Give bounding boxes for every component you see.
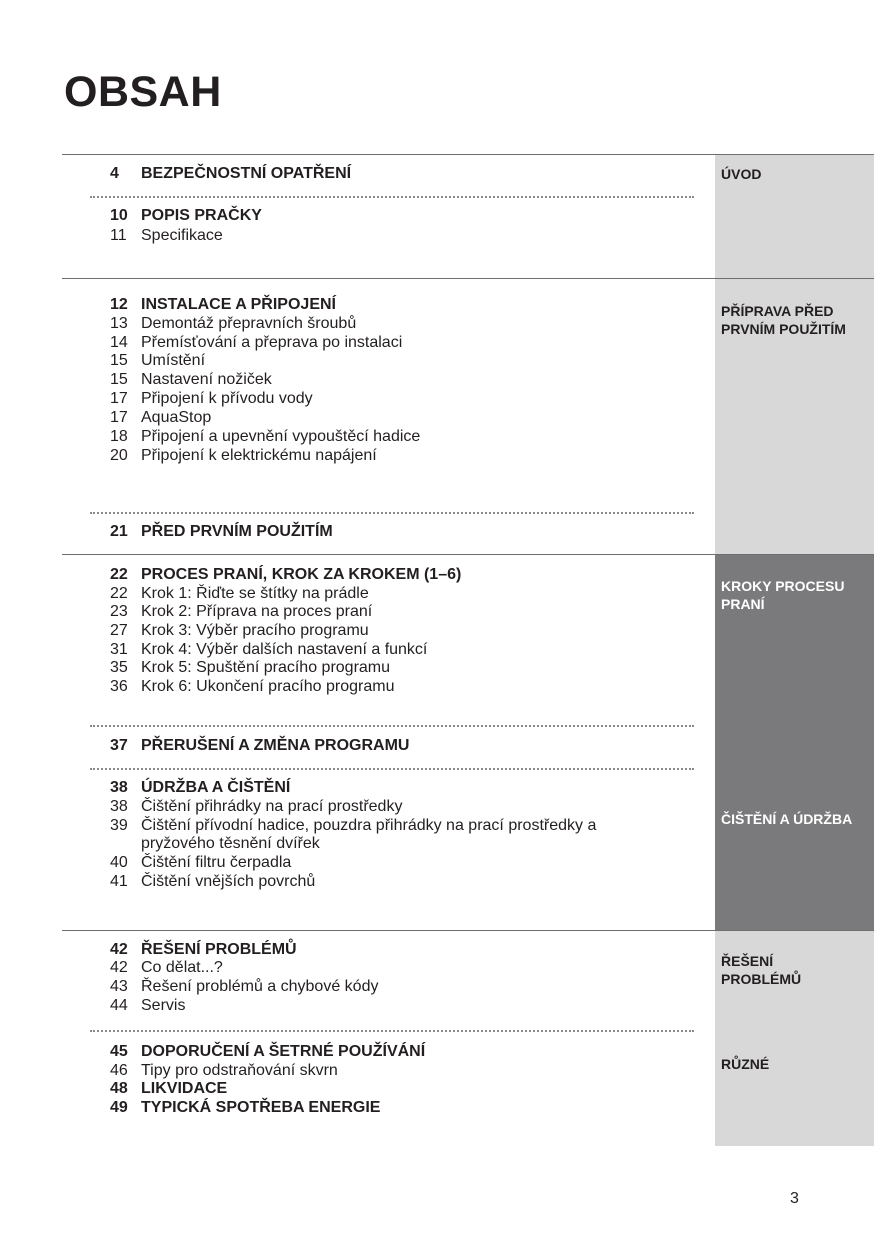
toc-entry-text: TYPICKÁ SPOTŘEBA ENERGIE (141, 1099, 381, 1116)
toc-entry-heading (110, 296, 336, 315)
toc-page-number: 23 (110, 603, 128, 620)
toc-page-number: 17 (110, 390, 128, 407)
toc-entry-text: Krok 4: Výběr dalších nastavení a funkcí (141, 641, 428, 658)
toc-page-number: 17 (110, 409, 128, 426)
toc-entry (110, 371, 272, 390)
section-divider (62, 554, 874, 555)
toc-entry (110, 315, 356, 334)
toc-entry-text: Krok 2: Příprava na proces praní (141, 603, 373, 620)
toc-entry-heading (110, 165, 351, 184)
page-number: 3 (790, 1190, 799, 1207)
page-title: OBSAH (64, 68, 222, 116)
toc-entry-text: INSTALACE A PŘIPOJENÍ (141, 296, 336, 313)
category-label: ČIŠTĚNÍ A ÚDRŽBA (721, 811, 853, 827)
toc-page-number: 13 (110, 315, 128, 332)
toc-entry (110, 659, 390, 678)
toc-entry (110, 603, 372, 622)
toc-entry-heading (110, 1043, 425, 1062)
toc-page-number: 38 (110, 779, 128, 796)
toc-entry-continuation: pryžového těsnění dvířek (141, 835, 320, 852)
toc-page-number: 10 (110, 207, 128, 224)
toc-entry-text: Co dělat...? (141, 959, 223, 976)
toc-page-number: 12 (110, 296, 128, 313)
toc-page-number: 46 (110, 1062, 128, 1079)
toc-page-number: 38 (110, 798, 128, 815)
toc-page-number: 37 (110, 737, 128, 754)
toc-entry-text: Řešení problémů a chybové kódy (141, 978, 379, 995)
category-label: PROBLÉMŮ (721, 971, 802, 987)
toc-entry-heading (110, 207, 262, 226)
toc-page-number: 22 (110, 566, 128, 583)
section-divider (62, 154, 874, 155)
toc-page-number: 15 (110, 371, 128, 388)
toc-entry (110, 641, 427, 660)
toc-entry (110, 585, 369, 604)
toc-entry (110, 959, 223, 978)
toc-entry-heading (110, 779, 290, 798)
toc-entry (110, 798, 402, 817)
section-divider (62, 930, 874, 931)
toc-page-number: 49 (110, 1099, 128, 1116)
toc-entry-heading (110, 1099, 380, 1118)
dotted-divider (90, 1030, 694, 1032)
toc-entry-text: Tipy pro odstraňování skvrn (141, 1062, 338, 1079)
toc-entry-text: ÚDRŽBA A ČIŠTĚNÍ (141, 779, 291, 796)
toc-entry-text: PŘED PRVNÍM POUŽITÍM (141, 523, 333, 540)
toc-entry (110, 447, 377, 466)
category-label: KROKY PROCESU (721, 578, 845, 594)
toc-page-number: 41 (110, 873, 128, 890)
toc-entry-text: BEZPEČNOSTNÍ OPATŘENÍ (141, 165, 352, 182)
toc-page-number: 20 (110, 447, 128, 464)
toc-entry-text: Čištění přihrádky na prací prostředky (141, 798, 403, 815)
toc-page-number: 42 (110, 959, 128, 976)
toc-entry (110, 817, 596, 836)
toc-page-number: 44 (110, 997, 128, 1014)
dotted-divider (90, 768, 694, 770)
toc-entry (110, 428, 420, 447)
toc-entry (110, 854, 291, 873)
category-label: ÚVOD (721, 166, 762, 182)
toc-page-number: 11 (110, 227, 127, 244)
toc-entry-text: POPIS PRAČKY (141, 207, 262, 224)
toc-entry-text: Servis (141, 997, 186, 1014)
dotted-divider (90, 196, 694, 198)
section-band-intro (715, 154, 874, 554)
toc-entry-text: Demontáž přepravních šroubů (141, 315, 357, 332)
toc-page-number: 48 (110, 1080, 128, 1097)
toc-entry-text: PŘERUŠENÍ A ZMĚNA PROGRAMU (141, 737, 410, 754)
toc-page-number: 27 (110, 622, 128, 639)
toc-entry-heading (110, 941, 297, 960)
toc-entry (110, 678, 394, 697)
toc-entry-text: Krok 5: Spuštění pracího programu (141, 659, 391, 676)
toc-page-number: 21 (110, 523, 128, 540)
toc-page-number: 15 (110, 352, 128, 369)
toc-entry (110, 873, 315, 892)
toc-entry-text: Přemísťování a přeprava po instalaci (141, 334, 403, 351)
toc-page-number: 40 (110, 854, 128, 871)
toc-page-number: 35 (110, 659, 128, 676)
toc-entry (110, 622, 369, 641)
toc-page-number: 31 (110, 641, 128, 658)
toc-page-number: 42 (110, 941, 128, 958)
toc-entry-text: Krok 3: Výběr pracího programu (141, 622, 369, 639)
category-label: PRVNÍM POUŽITÍM (721, 321, 846, 337)
toc-entry-text: Čištění filtru čerpadla (141, 854, 292, 871)
toc-page-number: 18 (110, 428, 128, 445)
toc-entry-text: Krok 6: Ukončení pracího programu (141, 678, 395, 695)
dotted-divider (90, 725, 694, 727)
section-divider (62, 278, 874, 279)
toc-entry-text: LIKVIDACE (141, 1080, 228, 1097)
category-label: RŮZNÉ (721, 1056, 770, 1072)
toc-entry-heading (110, 566, 461, 585)
toc-page-number: 22 (110, 585, 128, 602)
toc-page-number: 14 (110, 334, 128, 351)
toc-entry-text: Připojení k přívodu vody (141, 390, 313, 407)
toc-entry-text: Čištění vnějších povrchů (141, 873, 316, 890)
toc-entry-heading (110, 523, 333, 542)
toc-entry-text: Specifikace (141, 227, 223, 244)
toc-entry (110, 334, 402, 353)
dotted-divider (90, 512, 694, 514)
toc-entry-heading (110, 737, 409, 756)
toc-entry (110, 1062, 338, 1081)
toc-page-number: 45 (110, 1043, 128, 1060)
toc-entry-heading (110, 1080, 227, 1099)
toc-entry-text: AquaStop (141, 409, 212, 426)
toc-entry (110, 997, 185, 1016)
toc-entry-text: DOPORUČENÍ A ŠETRNÉ POUŽÍVÁNÍ (141, 1043, 426, 1060)
toc-entry-text: Krok 1: Řiďte se štítky na prádle (141, 585, 369, 602)
category-label: PŘÍPRAVA PŘED (721, 303, 834, 319)
toc-entry-text: Nastavení nožiček (141, 371, 272, 388)
toc-entry-text: ŘEŠENÍ PROBLÉMŮ (141, 941, 297, 958)
toc-entry-text: Čištění přívodní hadice, pouzdra přihrádky na prací prostředky a (141, 817, 597, 834)
toc-entry-text: Připojení a upevnění vypouštěcí hadice (141, 428, 421, 445)
toc-entry-text: Připojení k elektrickému napájení (141, 447, 377, 464)
toc-entry (110, 978, 378, 997)
toc-entry-text: PROCES PRANÍ, KROK ZA KROKEM (1–6) (141, 566, 462, 583)
toc-page-number: 43 (110, 978, 128, 995)
toc-entry (110, 227, 223, 246)
toc-page-number: 4 (110, 165, 119, 182)
toc-page-number: 39 (110, 817, 128, 834)
toc-entry (110, 390, 313, 409)
category-label: PRANÍ (721, 596, 765, 612)
toc-page-number: 36 (110, 678, 128, 695)
toc-entry (110, 409, 211, 428)
category-label: ŘEŠENÍ (721, 953, 774, 969)
toc-entry-text: Umístění (141, 352, 206, 369)
toc-entry (110, 352, 205, 371)
